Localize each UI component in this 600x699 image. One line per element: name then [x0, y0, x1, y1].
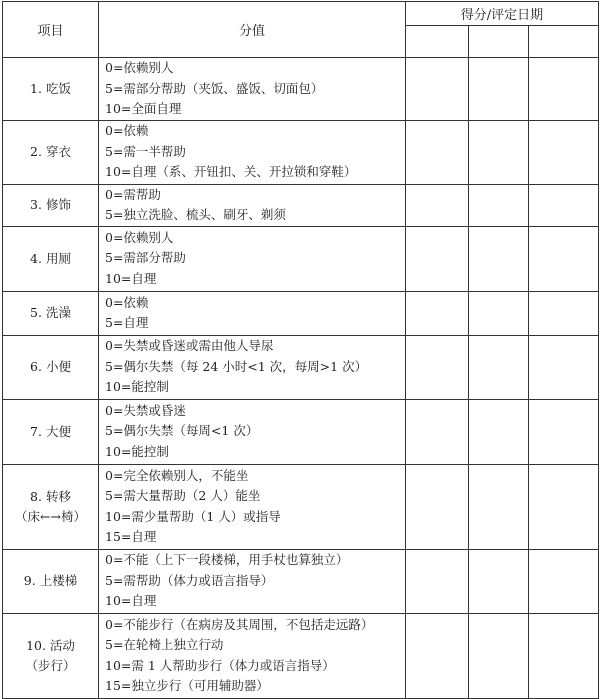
- score-cell-3[interactable]: [529, 549, 599, 613]
- score-cell-1[interactable]: [406, 120, 469, 184]
- score-cell-1[interactable]: [406, 399, 469, 464]
- score-option: 0=依赖别人: [105, 60, 174, 75]
- item-name: [3, 226, 99, 291]
- score-cell-3[interactable]: [529, 399, 599, 464]
- item-label: 5. 洗澡: [30, 305, 71, 320]
- table-row: [3, 399, 599, 464]
- score-cell-1[interactable]: [406, 184, 469, 226]
- score-option: 15=自理: [105, 529, 157, 544]
- score-cell-2[interactable]: [469, 226, 529, 291]
- score-cell-2[interactable]: [469, 184, 529, 226]
- score-option: 0=依赖: [105, 294, 149, 310]
- score-option: 5=需帮助（体力或语言指导）: [105, 572, 274, 588]
- score-options: [99, 399, 406, 464]
- score-option: 0=完全依赖别人，不能坐: [105, 467, 249, 483]
- score-option: 0=不能（上下一段楼梯，用手杖也算独立）: [105, 552, 349, 568]
- score-options: [99, 549, 406, 613]
- score-option: 10=全面自理: [105, 101, 182, 116]
- table-row: [3, 549, 599, 613]
- score-cell-3[interactable]: [529, 58, 599, 121]
- score-cell-2[interactable]: [469, 120, 529, 184]
- table-row: [3, 291, 599, 335]
- score-cell-1[interactable]: [406, 549, 469, 613]
- item-label: 6. 小便: [30, 359, 71, 374]
- score-option: 10=自理: [105, 593, 157, 609]
- score-option: 10=能控制: [105, 379, 169, 395]
- table-row: [3, 58, 599, 121]
- score-cell-3[interactable]: [529, 291, 599, 335]
- header-score-value: 分值: [99, 2, 406, 58]
- score-option: 5=在轮椅上独立行动: [105, 637, 224, 652]
- score-options: [99, 58, 406, 121]
- score-cell-1[interactable]: [406, 58, 469, 121]
- date-cell-2[interactable]: [469, 26, 529, 58]
- header-item: 项目: [3, 2, 99, 58]
- table-row: [3, 464, 599, 549]
- score-cell-1[interactable]: [406, 613, 469, 698]
- item-label: 2. 穿衣: [30, 144, 71, 159]
- table-row: [3, 226, 599, 291]
- item-label: 8. 转移: [30, 488, 71, 504]
- score-cell-3[interactable]: [529, 464, 599, 549]
- item-label: 1. 吃饭: [30, 80, 71, 96]
- score-option: 10=自理: [105, 270, 157, 286]
- score-cell-2[interactable]: [469, 464, 529, 549]
- item-name: [3, 464, 99, 549]
- score-option: 0=依赖: [105, 123, 149, 139]
- item-label: 7. 大便: [30, 423, 71, 439]
- score-cell-2[interactable]: [469, 291, 529, 335]
- score-option: 0=依赖别人: [105, 229, 174, 245]
- score-option: 0=失禁或昏迷或需由他人导尿: [105, 338, 274, 354]
- score-option: 0=需帮助: [105, 186, 161, 202]
- item-name: [3, 613, 99, 698]
- item-label: 9. 上楼梯: [23, 573, 78, 588]
- score-cell-1[interactable]: [406, 226, 469, 291]
- item-label: 4. 用厕: [30, 250, 71, 266]
- score-options: [99, 226, 406, 291]
- score-options: [99, 120, 406, 184]
- date-cell-3[interactable]: [529, 26, 599, 58]
- item-label: 10. 活动: [26, 637, 75, 653]
- item-name: [3, 335, 99, 399]
- score-cell-3[interactable]: [529, 613, 599, 698]
- score-cell-2[interactable]: [469, 335, 529, 399]
- score-option: 10=能控制: [105, 443, 169, 459]
- item-name: [3, 291, 99, 335]
- score-option: 5=偶尔失禁（每周<1 次）: [105, 423, 259, 439]
- score-cell-1[interactable]: [406, 335, 469, 399]
- score-cell-2[interactable]: [469, 613, 529, 698]
- score-cell-3[interactable]: [529, 184, 599, 226]
- score-cell-2[interactable]: [469, 58, 529, 121]
- score-option: 5=独立洗脸、梳头、刷牙、剃须: [105, 207, 286, 222]
- item-name: [3, 184, 99, 226]
- score-option: 5=需部分帮助（夹饭、盛饭、切面包）: [105, 80, 324, 96]
- score-options: [99, 613, 406, 698]
- score-cell-3[interactable]: [529, 120, 599, 184]
- score-cell-3[interactable]: [529, 226, 599, 291]
- score-cell-2[interactable]: [469, 399, 529, 464]
- score-options: [99, 291, 406, 335]
- score-option: 5=需大量帮助（2 人）能坐: [105, 488, 261, 503]
- score-cell-1[interactable]: [406, 464, 469, 549]
- score-cell-3[interactable]: [529, 335, 599, 399]
- score-option: 10=自理（系、开钮扣、关、开拉锁和穿鞋）: [105, 164, 357, 180]
- score-option: 5=需部分帮助: [105, 250, 186, 266]
- table-row: [3, 184, 599, 226]
- score-option: 0=不能步行（在病房及其周围，不包括走远路）: [105, 616, 374, 632]
- score-options: [99, 184, 406, 226]
- score-option: 5=需一半帮助: [105, 143, 186, 159]
- item-label: （床←→椅）: [15, 508, 86, 524]
- score-option: 15=独立步行（可用辅助器）: [105, 678, 269, 693]
- item-label: 3. 修饰: [30, 197, 71, 212]
- item-name: [3, 399, 99, 464]
- score-options: [99, 335, 406, 399]
- table-row: [3, 120, 599, 184]
- header-score-date: 得分/评定日期: [406, 2, 599, 26]
- table-row: [3, 335, 599, 399]
- score-options: [99, 464, 406, 549]
- score-option: 0=失禁或昏迷: [105, 402, 186, 418]
- date-cell-1[interactable]: [406, 26, 469, 58]
- score-cell-1[interactable]: [406, 291, 469, 335]
- score-option: 5=偶尔失禁（每 24 小时<1 次，每周>1 次）: [105, 358, 368, 374]
- score-option: 10=需 1 人帮助步行（体力或语言指导）: [105, 657, 335, 673]
- barthel-index-table: [2, 1, 599, 699]
- item-name: [3, 58, 99, 121]
- item-label: （步行）: [25, 657, 76, 673]
- score-option: 10=需少量帮助（1 人）或指导: [105, 508, 281, 524]
- score-cell-2[interactable]: [469, 549, 529, 613]
- item-name: [3, 120, 99, 184]
- item-name: [3, 549, 99, 613]
- table-row: [3, 613, 599, 698]
- score-option: 5=自理: [105, 315, 149, 330]
